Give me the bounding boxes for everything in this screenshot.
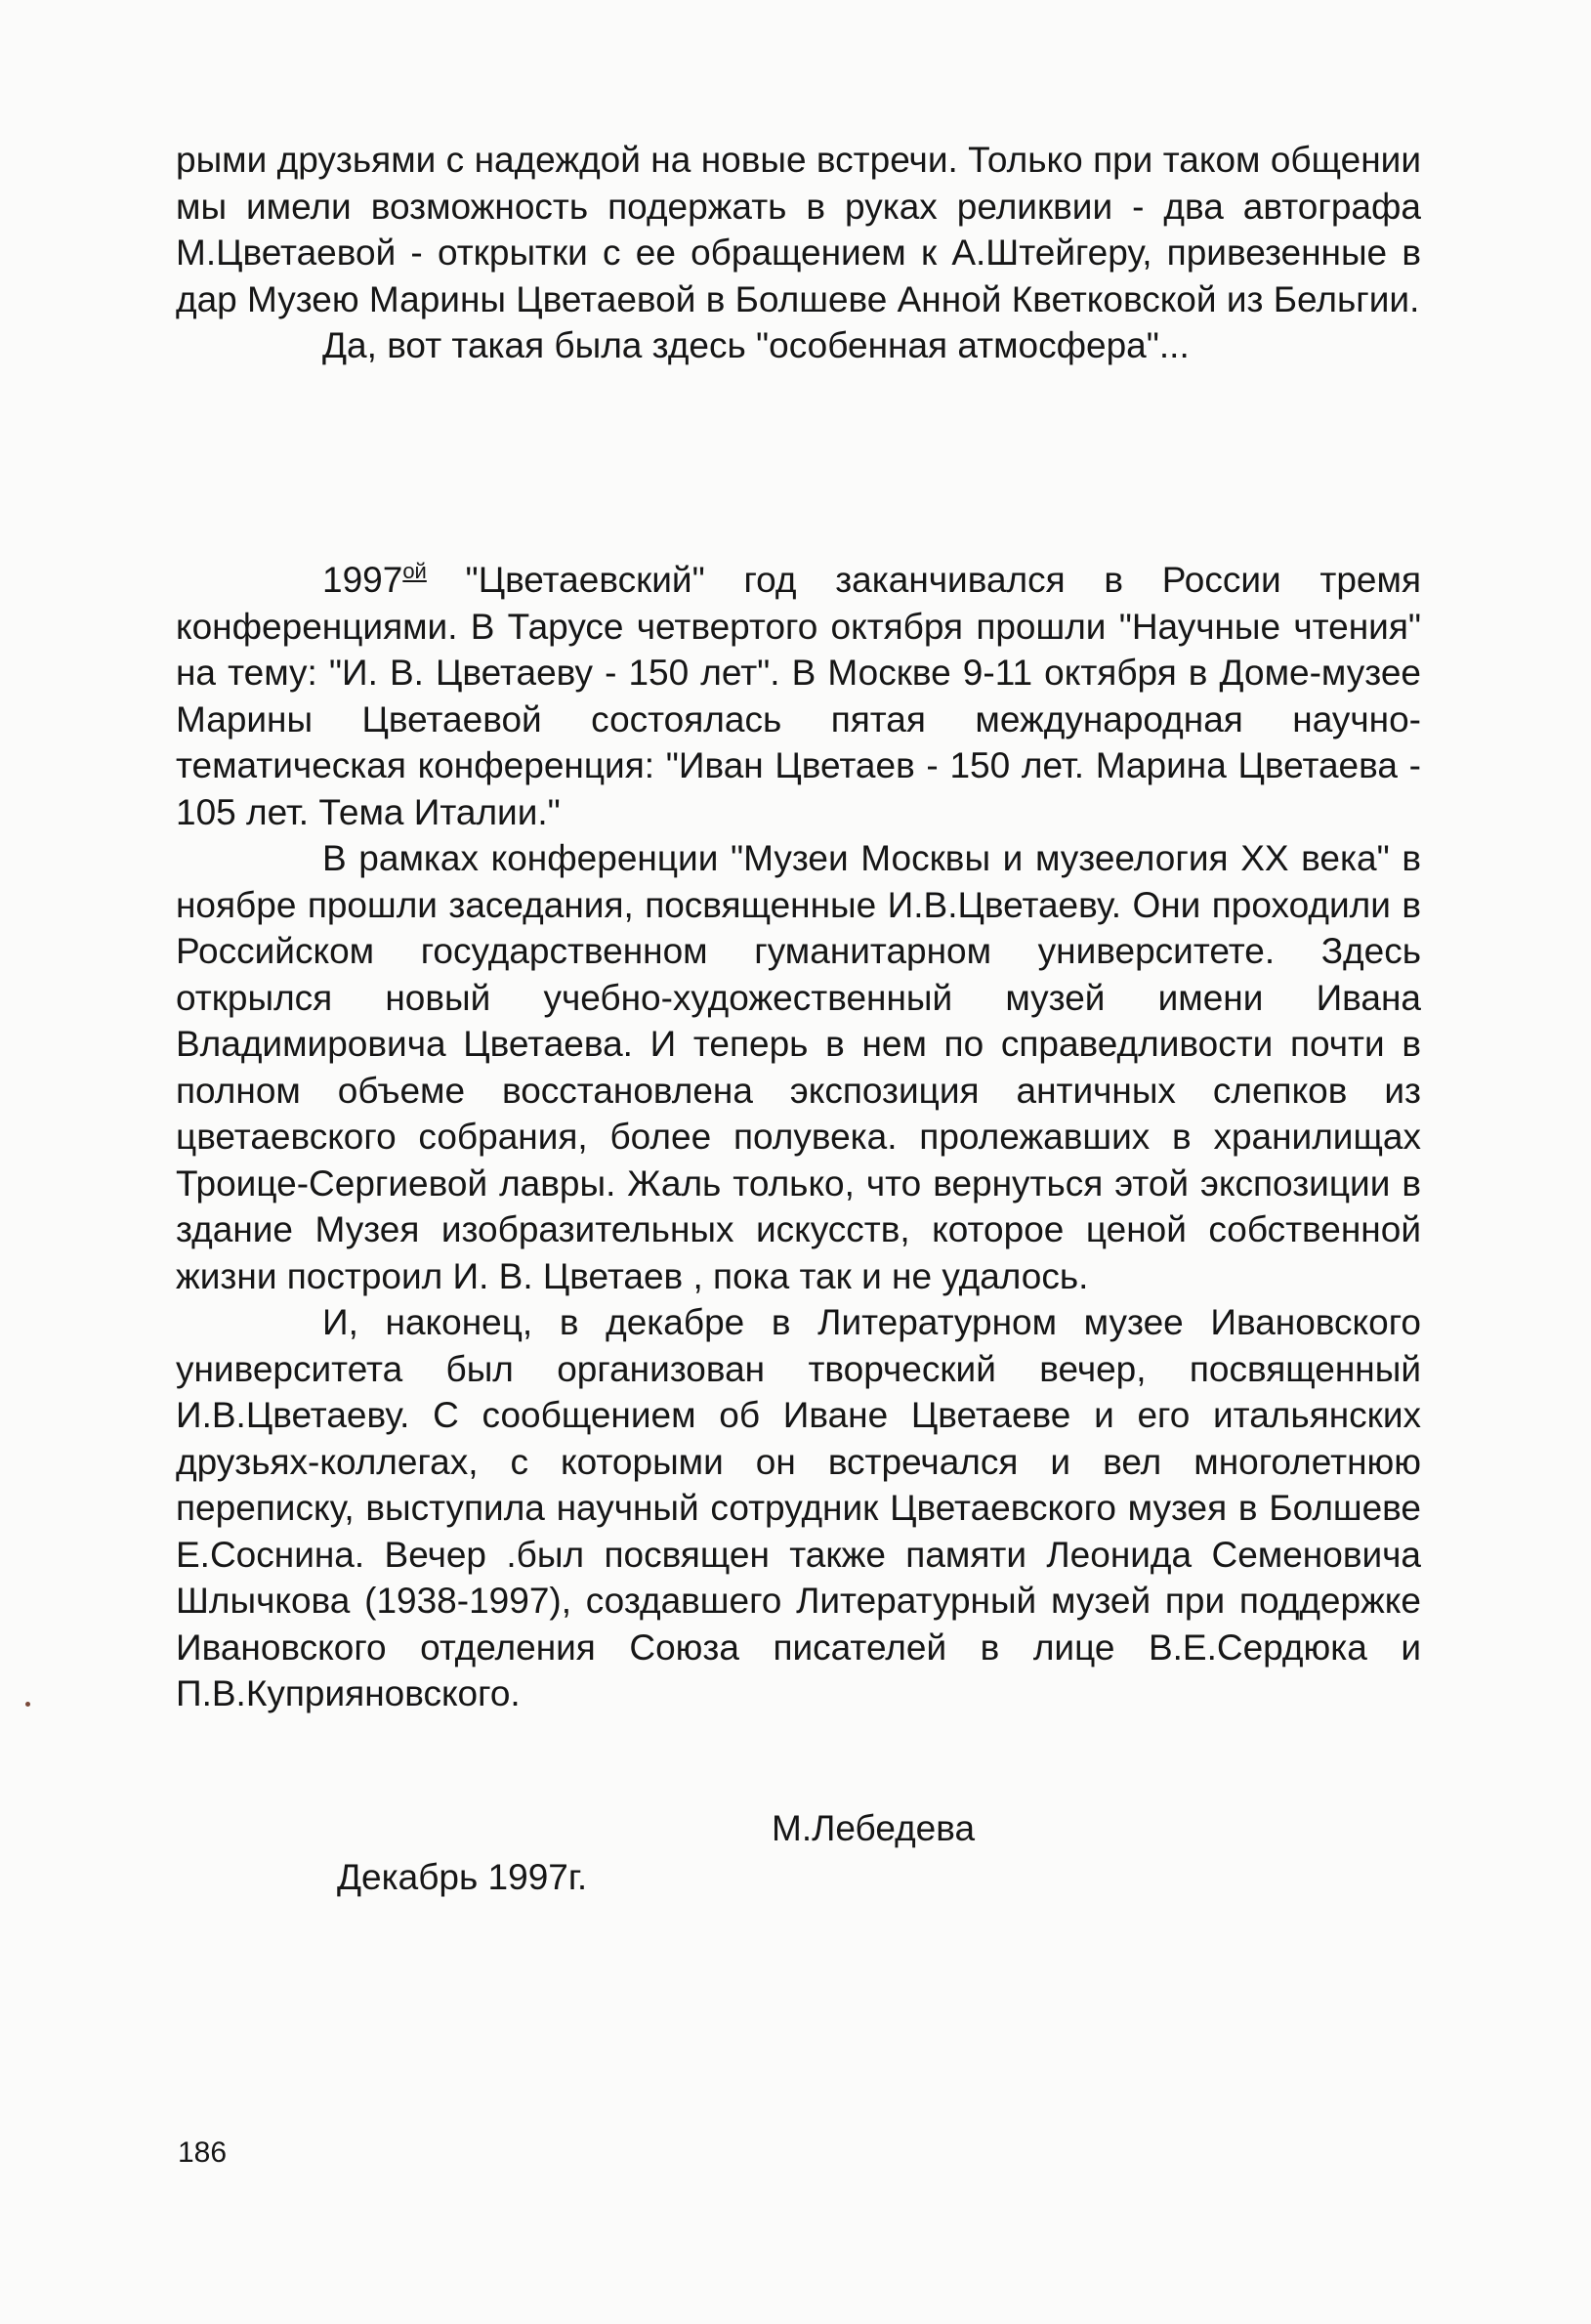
paragraph-conference: В рамках конференции "Музеи Москвы и музеелогия XX века" в ноябре прошли заседания, посвященные И.В.Цветаеву. Они проходили в Российском государственном гуманитарном университете. Здесь открылся новый учебно-художественный музей имени Ивана Владимировича Цветаева. И теперь в нем по справедливости почти в полном объеме восстановлена экспозиция античных слепков из цветаевского собрания, более полувека. пролежавших в хранилищах Троице-Сергиевой лавры. Жаль только, что вернуться этой экспозиции в здание Музея изобразительных искусств, которое ценой собственной жизни построил И. В. Цветаев , пока так и не удалось. <box>176 838 1421 1296</box>
date-line: Декабрь 1997г. <box>337 1857 588 1897</box>
page-number: 186 <box>178 2136 228 2169</box>
paragraph-december: И, наконец, в декабре в Литературном музее Ивановского университета был организован творческий вечер, посвященный И.В.Цветаеву. С сообщением об Иване Цветаеве и его итальянских друзьях-коллегах, с которыми он встречался и вел многолетнюю переписку, выступила научный сотрудник Цветаевского музея в Болшеве Е.Соснина. Вечер .был посвящен также памяти Леонида Семеновича Шлычкова (1938-1997), создавшего Литературный музей при поддержке Ивановского отделения Союза писателей в лице В.Е.Сердюка и П.В.Куприяновского. <box>176 1302 1421 1713</box>
paragraph-continuation: рыми друзьями с надеждой на новые встречи. Только при таком общении мы имели возможность подержать в руках реликвии - два автографа М.Цветаевой - открытки с ее обращением к А.Штейгеру, привезенные в дар Музею Марины Цветаевой в Болшеве Анной Кветковской из Бельгии. <box>176 140 1421 319</box>
paragraph-atmosphere: Да, вот такая была здесь "особенная атмосфера"... <box>322 325 1190 365</box>
text-block-main <box>176 557 1421 1717</box>
scan-speck <box>25 1702 30 1707</box>
author-signature: М.Лебедева <box>772 1808 976 1848</box>
year-text: 1997 <box>322 560 403 600</box>
paragraph-1997 <box>176 557 1421 835</box>
paragraph-1997-text: "Цветаевский" год заканчивался в России тремя конференциями. В Тарусе четвертого октября прошли "Научные чтения" на тему: "И. В. Цветаеву - 150 лет". В Москве 9-11 октября в Доме-музее Марины Цветаевой состоялась пятая международная научно-тематическая конференция: "Иван Цветаев - 150 лет. Марина Цветаева - 105 лет. Тема Италии." <box>176 560 1421 832</box>
text-block-top <box>176 137 1421 369</box>
year-suffix: ой <box>402 559 427 583</box>
